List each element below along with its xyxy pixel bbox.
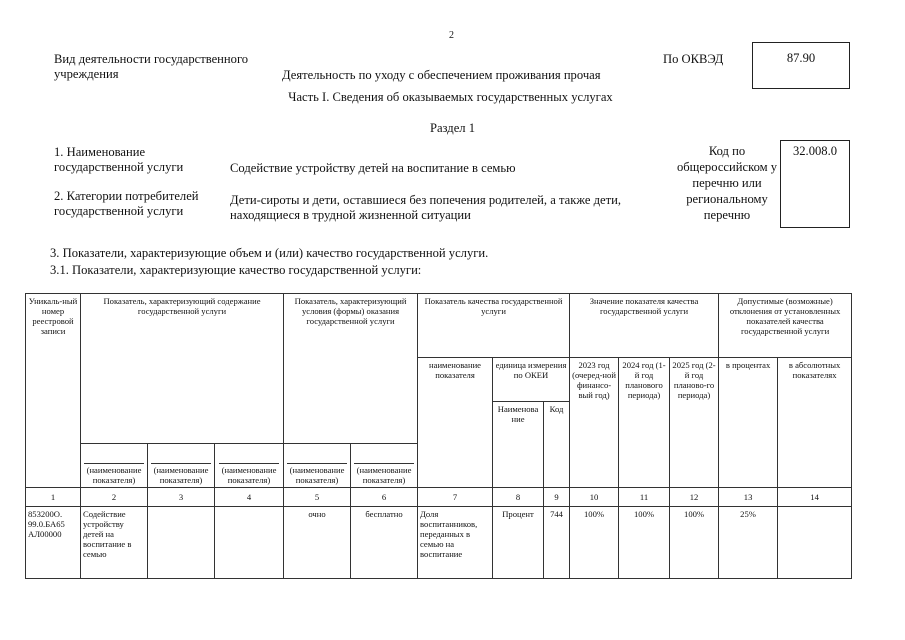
cell-c3 bbox=[148, 507, 215, 579]
header-content-indicator: Показатель, характеризующий содержание государственной услуги bbox=[81, 294, 284, 444]
col-number-4: 4 bbox=[215, 488, 284, 507]
page-number: 2 bbox=[449, 30, 454, 41]
cell-c4 bbox=[215, 507, 284, 579]
subheader-name-3-text: (наименование показателя) bbox=[153, 465, 209, 485]
cell-unique-number: 853200О. 99.0.БА65 АЛ00000 bbox=[26, 507, 81, 579]
col-number-9: 9 bbox=[544, 488, 570, 507]
part-title bbox=[0, 90, 905, 105]
subheader-name-2 bbox=[81, 444, 148, 488]
header-indicator-values: Значение показателя качества государственной услуги bbox=[570, 294, 719, 358]
cell-value-2023: 100% bbox=[570, 507, 619, 579]
service-code-box bbox=[780, 140, 850, 228]
col-number-7: 7 bbox=[418, 488, 493, 507]
col-number-1: 1 bbox=[26, 488, 81, 507]
col-number-2: 2 bbox=[81, 488, 148, 507]
cell-service-content: Содействие устройству детей на воспитание в семью bbox=[81, 507, 148, 579]
cell-form: очно bbox=[284, 507, 351, 579]
service-code: 32.008.0 bbox=[792, 144, 838, 158]
okved-label: По ОКВЭД bbox=[663, 52, 724, 66]
header-quality-indicator: Показатель качества государственной услуги bbox=[418, 294, 570, 358]
header-year-2023: 2023 год (очеред-ной финансо-вый год) bbox=[570, 358, 619, 488]
subheader-name-5 bbox=[284, 444, 351, 488]
subheader-name-6 bbox=[351, 444, 418, 488]
header-absolute: в абсолютных показателях bbox=[778, 358, 852, 488]
cell-deviation-absolute bbox=[778, 507, 852, 579]
header-indicator-name: наименование показателя bbox=[418, 358, 493, 488]
section-title bbox=[0, 121, 905, 136]
col-number-11: 11 bbox=[619, 488, 670, 507]
header-unit-name: Наименова ние bbox=[493, 402, 544, 488]
consumers-label: 2. Категории потребителей государственной услуги bbox=[54, 189, 199, 218]
cell-indicator-name: Доля воспитанников, переданных в семью на воспитание bbox=[418, 507, 493, 579]
cell-payment: бесплатно bbox=[351, 507, 418, 579]
header-unique-number: Уникаль-ный номер реестровой записи bbox=[26, 294, 81, 444]
section-title-text: Раздел 1 bbox=[429, 121, 476, 135]
header-conditions-indicator: Показатель, характеризующий условия (формы) оказания государственной услуги bbox=[284, 294, 418, 444]
cell-value-2024: 100% bbox=[619, 507, 670, 579]
table-row bbox=[26, 507, 852, 579]
cell-deviation-percent: 25% bbox=[719, 507, 778, 579]
code-label: Код по общероссийском у перечню или региональному перечню bbox=[676, 144, 778, 222]
subheader-name-2-text: (наименование показателя) bbox=[86, 465, 142, 485]
cell-unit-name: Процент bbox=[493, 507, 544, 579]
header-unit-code: Код bbox=[544, 402, 570, 488]
service-name-value: Содействие устройству детей на воспитание в семью bbox=[230, 161, 516, 175]
okved-code: 87.90 bbox=[786, 51, 816, 65]
heading-3-1: 3.1. Показатели, характеризующие качество государственной услуги: bbox=[50, 263, 422, 277]
header-unique-blank bbox=[26, 444, 81, 488]
subheader-name-6-text: (наименование показателя) bbox=[356, 465, 412, 485]
subheader-name-4-text: (наименование показателя) bbox=[221, 465, 277, 485]
header-percent: в процентах bbox=[719, 358, 778, 488]
cell-value-2025: 100% bbox=[670, 507, 719, 579]
cell-unit-code: 744 bbox=[544, 507, 570, 579]
activity-value: Деятельность по уходу с обеспечением проживания прочая bbox=[282, 68, 601, 82]
header-year-2025: 2025 год (2-й год планово-го периода) bbox=[670, 358, 719, 488]
header-unit-okei: единица измерения по ОКЕИ bbox=[493, 358, 570, 402]
col-number-13: 13 bbox=[719, 488, 778, 507]
consumers-value: Дети-сироты и дети, оставшиеся без попечения родителей, а также дети, находящиеся в трудной жизненной ситуации bbox=[230, 193, 621, 222]
col-number-5: 5 bbox=[284, 488, 351, 507]
subheader-name-3 bbox=[148, 444, 215, 488]
col-number-8: 8 bbox=[493, 488, 544, 507]
activity-label: Вид деятельности государственного учреждения bbox=[54, 52, 249, 81]
header-deviation: Допустимые (возможные) отклонения от установленных показателей качества государственной услуги bbox=[719, 294, 852, 358]
okved-code-box bbox=[752, 42, 850, 89]
column-number-row bbox=[26, 488, 852, 507]
col-number-10: 10 bbox=[570, 488, 619, 507]
col-number-3: 3 bbox=[148, 488, 215, 507]
service-name-label: 1. Наименование государственной услуги bbox=[54, 145, 184, 174]
col-number-14: 14 bbox=[778, 488, 852, 507]
subheader-name-5-text: (наименование показателя) bbox=[289, 465, 345, 485]
heading-3: 3. Показатели, характеризующие объем и (или) качество государственной услуги. bbox=[50, 246, 489, 260]
col-number-6: 6 bbox=[351, 488, 418, 507]
part-title-text: Часть I. Сведения об оказываемых государственных услугах bbox=[288, 90, 613, 104]
quality-indicators-table bbox=[25, 293, 852, 579]
col-number-12: 12 bbox=[670, 488, 719, 507]
subheader-name-4 bbox=[215, 444, 284, 488]
header-year-2024: 2024 год (1-й год планового периода) bbox=[619, 358, 670, 488]
